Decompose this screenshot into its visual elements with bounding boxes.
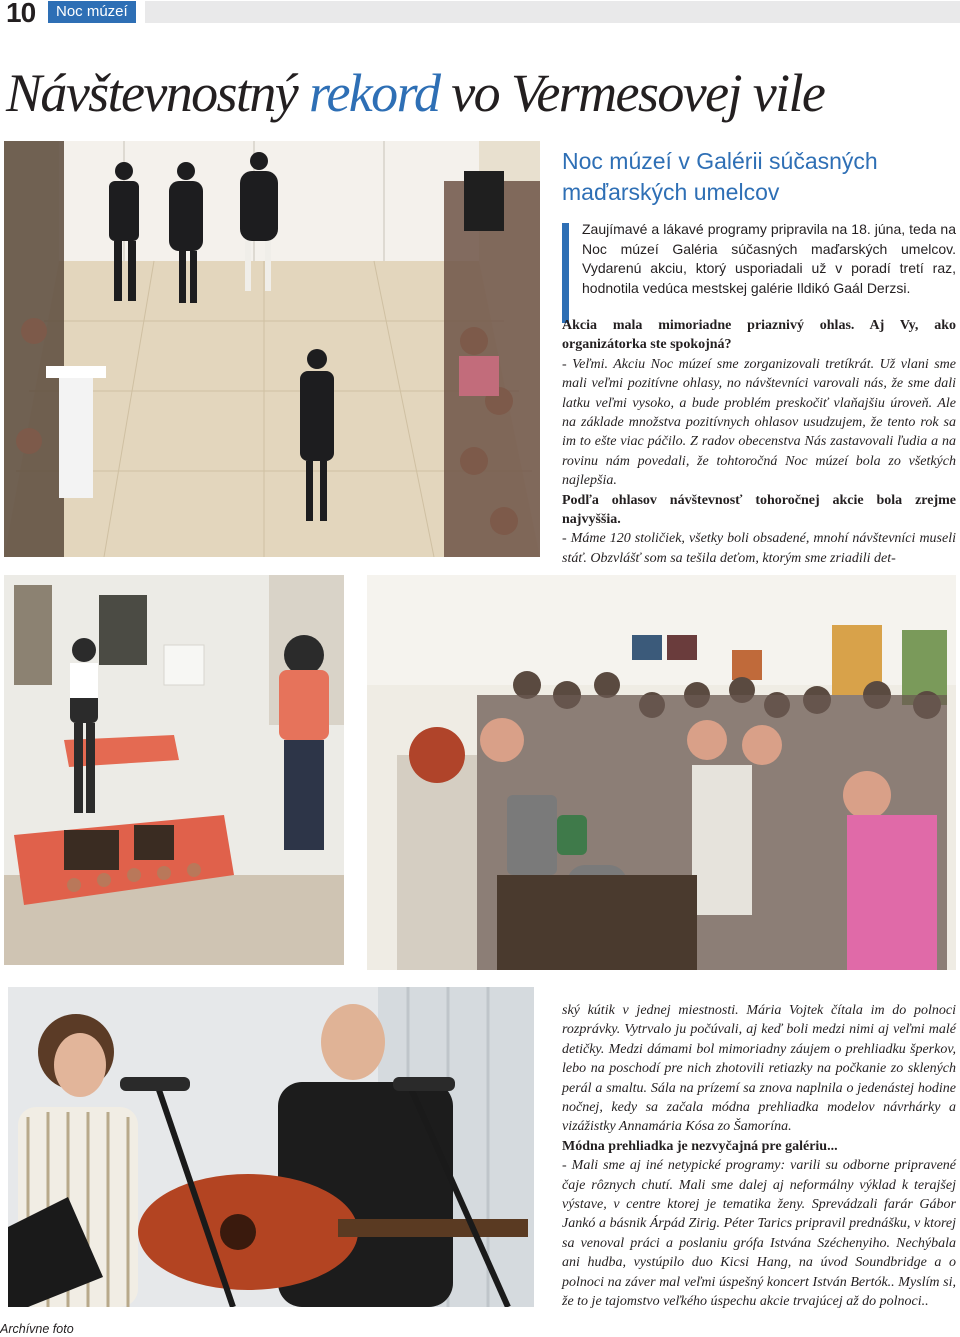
photo-jewelry-workshop [4, 575, 344, 965]
article-column-top [562, 316, 956, 568]
answer-1-opening: - Veľmi. Akciu Noc múzeí sme zorganizovali tretíkrát. [562, 356, 875, 372]
music-duo-illustration [8, 987, 534, 1307]
answer-2-continued: ský kútik v jednej miestnosti. Mária Vojtek čítala im do polnoci rozprávky. Vytrvalo ju počúvali, aj keď boli medzi nimi aj veľmi malé detičky. Medzi dámami bol mimoriadny záujem o prehliadku šperkov, lebo na poschodí pre nich zhotovili retiazky na počkanie zo sklených perál a smaltu. Sála na prízemí sa znova naplnila o jedenástej hodine nočnej, kedy sa začala módna prehliadka modelov návrhárky a vizážistky Annamária Kósa zo Šamorína. [562, 1003, 956, 1135]
question-3: Módna prehliadka je nezvyčajná pre galériu... [562, 1138, 838, 1154]
question-2: Podľa ohlasov návštevnosť tohoročnej akcie bola zrejme najvyššia. [562, 492, 956, 528]
lead-accent-rule [562, 223, 569, 323]
photo-fashion-show [4, 141, 540, 557]
answer-2: - Máme 120 stoličiek, všetky boli obsadené, mnohí návštevníci museli stáť. Obzvlášť som sa tešila deťom, ktorým sme zriadili det- [562, 531, 956, 566]
photo-tea-tasting [367, 575, 956, 970]
headline-part2: vo Vermesovej vile [439, 63, 825, 123]
answer-3: - Mali sme aj iné netypické programy: varili su odborne pripravené čaje rôznych chutí. Mali sme dalej aj neformálny výklad k terajšej výstave, v centre ktorej je tematika ženy. Sprevádzali farár Gábor Jankó a básnik Árpád Zirig. Péter Tarics pripravil prednášku, v ktorej sa venoval práci a poslaniu grófa Istvána Széchenyiho. Nechýbala ani hudba, vystúpilo duo Kicsi Hang, na úvod Soundbridge a o polnoci na záver mal veľmi úspešný koncert István Bertók.. Myslím si, že to je tajomstvo veľkého úspechu akcie trvajúcej až do polnoci.. [562, 1158, 956, 1310]
fashion-show-illustration [4, 141, 540, 557]
article-lead: Zaujímavé a lákavé programy pripravila na 18. júna, teda na Noc múzeí Galéria súčasných maďarských umelcov. Vydarenú akciu, ktorý usporiadali už v poradí tretí raz, hodnotila vedúca mestskej galérie Ildikó Gaál Derzsi. [582, 221, 956, 296]
header-bar [145, 1, 960, 23]
tea-tasting-illustration [367, 575, 956, 970]
page-header [0, 0, 960, 28]
answer-1 [562, 355, 956, 491]
headline [6, 62, 956, 124]
page-number: 10 [6, 0, 36, 28]
article-column-bottom [562, 1001, 956, 1312]
headline-accent: rekord [309, 63, 440, 123]
answer-1-rest: Už vlani sme mali veľmi pozitívne ohlasy, no návštevníci varovali nás, že sme dali latku veľmi vysoko, a bude problém preskočiť vlaňajšiu úroveň. Ale na základe množstva pozitívnych ohlasov usudzujem, že tento rok sa im to ešte viac páčilo. Z radov obecenstva Nás zastavovali ľudia a na rovinu nám povedali, že tohtoročná Noc múzeí bola zo všetkých najlepšia. [562, 356, 956, 489]
jewelry-workshop-illustration [4, 575, 344, 965]
article-subtitle: Noc múzeí v Galérii súčasných maďarských umelcov [562, 148, 878, 205]
section-label: Noc múzeí [48, 1, 136, 23]
headline-part1: Návštevnostný [6, 63, 310, 123]
question-1: Akcia mala mimoriadne priaznivý ohlas. Aj Vy, ako organizátorka ste spokojná? [562, 318, 956, 353]
photo-caption: Archívne foto [0, 1322, 74, 1336]
photo-music-duo [8, 987, 534, 1307]
